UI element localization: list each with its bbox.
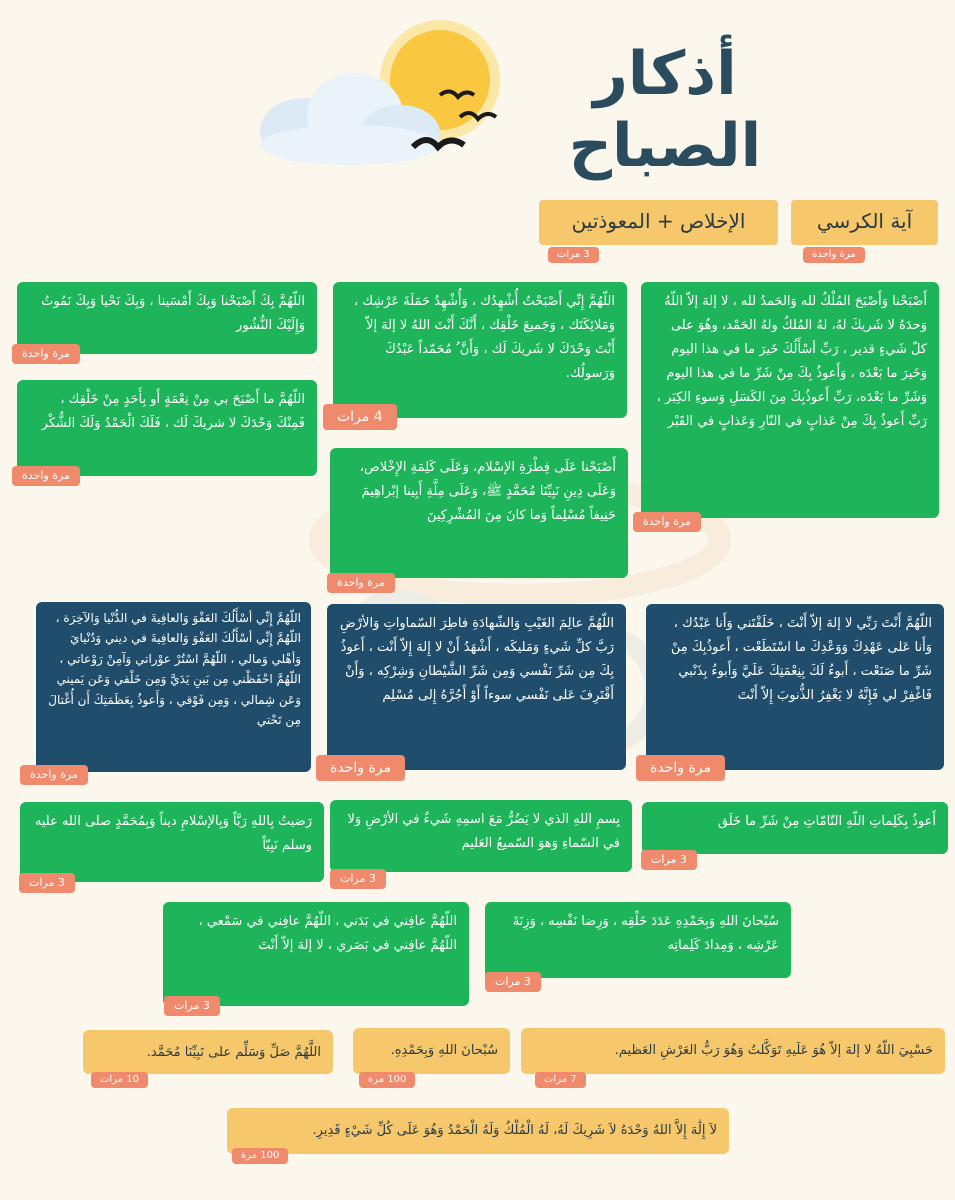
dhikr-card — [17, 380, 317, 476]
tab-ayat-al-kursi[interactable] — [791, 200, 938, 245]
dhikr-card — [83, 1030, 333, 1074]
dhikr-text: اللّهُمَّ إِنِّي أسْأَلُكَ العَفْوَ وَالعافِيةَ في الدُّنْيا وَالآخِرَة ، اللّهُمَّ إِنِّي أسْأَلُكَ العَفْوَ وَالعافِيةَ في ديني وَدُنْيايَ وَأهْلي وَمالي ، اللّهُمَّ اسْتُرْ عوْراتي وَآمِنْ رَوْعاتي ، اللّهُمَّ احْفَظْني مِن بَينِ يَدَيَّ وَمِن خَلْفي وَعَن يَميني وَعَن شِمالي ، وَمِن فَوْقي ، وَأَعوذُ بِعَظَمَتِكَ أَن أُغْتالَ مِن تَحْتي — [48, 611, 301, 727]
dhikr-card — [227, 1108, 729, 1154]
count-badge: 10 مرات — [91, 1072, 148, 1088]
dhikr-text: اللّهُمَّ أَنْتَ رَبِّي لا إلهَ إلاّ أَنْتَ ، خَلَقْتَني وَأَنا عَبْدُك ، وَأَنا عَلى عَهْدِكَ وَوَعْدِكَ ما اسْتَطَعْت ، أَعوذُبِكَ مِنْ شَرِّ ما صَنَعْت ، أَبوءُ لَكَ بِنِعْمَتِكَ عَلَيَّ وَأَبوءُ بِذَنْبي فَاغْفِرْ لي فَإِنَّهُ لا يَغْفِرُ الذُّنوبَ إِلاّ أَنْتَ — [670, 616, 932, 704]
count-badge: 3 مرات — [330, 869, 386, 889]
count-badge: مرة واحدة — [20, 765, 88, 785]
dhikr-card — [646, 604, 944, 770]
dhikr-card — [163, 902, 469, 1006]
count-badge: مرة واحدة — [636, 755, 725, 781]
dhikr-card — [333, 282, 627, 418]
dhikr-card — [330, 800, 632, 872]
dhikr-text: اللَّهُمَّ صَلِّ وَسَلِّم على نَبِيِّنَا مُحَمَّد. — [146, 1045, 321, 1060]
dhikr-card — [353, 1028, 510, 1074]
count-badge: مرة واحدة — [12, 466, 80, 486]
count-badge: مرة واحدة — [12, 344, 80, 364]
dhikr-text: اللّهُمَّ عالِمَ الغَيْبِ وَالشّهادَةِ فاطِرَ السّماواتِ وَالأرْضِ رَبَّ كلِّ شَيءٍ وَمَليكَه ، أَشْهَدُ أَنْ لا إِلهَ إِلاّ أَنْت ، أَعوذُ بِكَ مِن شَرِّ نَفْسي وَمِن شَرِّ الشَّيْطانِ وَشِرْكِه ، وَأَنْ أَقْتَرِفَ عَلى نَفْسي سوءاً أَوْ أَجُرَّهُ إِلى مُسْلِم — [340, 616, 614, 704]
count-badge: 7 مرات — [535, 1072, 586, 1088]
dhikr-text: لاَ إِلَٰهَ إِلاَّ اللهُ وَحْدَهُ لاَ شَرِيكَ لَهُ، لَهُ الْمُلْكُ وَلَهُ الْحَمْدُ وَهُوَ عَلَى كُلِّ شَيْءٍ قَدِيرِ. — [312, 1123, 717, 1138]
dhikr-card — [641, 282, 939, 518]
count-badge: 3 مرات — [164, 996, 220, 1016]
dhikr-card — [485, 902, 791, 978]
tab-label: آية الكرسي — [816, 209, 913, 233]
dhikr-text: اللّهُمَّ عافِني في بَدَني ، اللّهُمَّ عافِني في سَمْعي ، اللّهُمَّ عافِني في بَصَري ، لا إلهَ إلاّ أَنْتَ — [198, 914, 457, 954]
dhikr-card — [330, 448, 628, 578]
dhikr-text: حَسْبِيَ اللّهُ لا إلهَ إلاّ هُوَ عَلَيهِ تَوَكَّلتُ وَهُوَ رَبُّ العَرْشِ العَظيم. — [614, 1043, 933, 1058]
birds-icon — [405, 85, 505, 170]
dhikr-text: اللّهُمَّ بِكَ أَصْبَحْنا وَبِكَ أَمْسَينا ، وَبِكَ نَحْيا وَبِكَ نَمُوتُ وَإِلَيْكَ النُّشُور — [41, 294, 305, 334]
count-badge: 100 مرة — [359, 1072, 415, 1088]
dhikr-text: أَصْبَحْنا عَلَى فِطْرَةِ الإسْلام، وَعَلَى كَلِمَةِ الإِخْلاص، وَعَلَى دِينِ نَبِيِّنَا مُحَمَّدٍ ﷺ، وَعَلَى مِلَّةِ أَبِينا إبْراهِيمَ حَنِيفاً مُسْلِماً وَما كانَ مِنَ المُشْرِكِينَ — [359, 460, 616, 524]
tab-label: الإخلاص + المعوذتين — [571, 209, 746, 233]
dhikr-text: أَعوذُ بِكَلِماتِ اللّهِ التّامّاتِ مِنْ شَرِّ ما خَلَق — [717, 814, 936, 829]
count-badge: 4 مرات — [323, 404, 397, 430]
dhikr-text: سُبْحانَ اللهِ وَبِحَمْدِهِ عَدَدَ خَلْقِه ، وَرِضا نَفْسِه ، وَزِنَةَ عَرْشِه ، وَمِدادَ كَلِماتِه — [512, 914, 779, 954]
dhikr-card — [327, 604, 626, 770]
count-badge: 100 مرة — [232, 1148, 288, 1164]
count-badge: مرة واحدة — [803, 247, 865, 263]
dhikr-text: رَضيتُ بِاللهِ رَبَّاً وَبِالإسْلامِ ديناً وَبِمُحَمَّدٍ صلى الله عليه وسلم نَبِيّاً — [34, 814, 312, 854]
count-badge: مرة واحدة — [316, 755, 405, 781]
dhikr-text: أَصْبَحْنا وَأَصْبَحَ المُلْكُ لله وَالحَمدُ لله ، لا إلهَ إلاّ اللّهُ وَحدَهُ لا شَريكَ لهُ، لهُ المُلكُ ولهُ الحَمْد، وهُوَ على كلّ شَيءٍ قدير ، رَبِّ أسْأَلُكَ خَيرَ ما في هذا اليوم وَخَيرَ ما بَعْدَه ، وَأَعوذُ بِكَ مِنْ شَرِّ ما في هذا اليوم وَشَرِّ ما بَعْدَه، رَبِّ أَعوذُبِكَ مِنَ الكَسَلِ وَسوءِ الكِبَر ، رَبِّ أَعوذُ بِكَ مِنْ عَذابٍ في النّارِ وَعَذابٍ في القَبْر — [656, 294, 927, 430]
tab-ikhlas-muawwidhatayn[interactable] — [539, 200, 778, 245]
count-badge: 3 مرات — [548, 247, 599, 263]
dhikr-text: اللّهُمَّ إِنِّي أَصْبَحْتُ أُشْهِدُك ، وَأُشْهِدُ حَمَلَةَ عَرْشِك ، وَمَلائِكَتَك ، وَجَميعَ خَلْقِك ، أَنَّكَ أَنْتَ اللهُ لا إلهَ إلاّ أَنْتَ وَحْدَكَ لا شَريكَ لَك ، وَأَنَّ ُ مُحَمّداً عَبْدُكَ وَرَسولُك. — [353, 294, 615, 382]
dhikr-text: سُبْحانَ اللهِ وَبِحَمْدِهِ. — [390, 1043, 498, 1058]
page-title: أذكار الصباح — [568, 39, 762, 181]
dhikr-text: بِسمِ اللهِ الذي لا يَضُرُّ مَعَ اسمِهِ شَيءٌ في الأرْضِ وَلا في السّماءِ وَهوَ السّميعُ العَليم — [347, 812, 620, 852]
count-badge: مرة واحدة — [327, 573, 395, 593]
count-badge: مرة واحدة — [633, 512, 701, 532]
dhikr-card — [521, 1028, 945, 1074]
count-badge: 3 مرات — [641, 850, 697, 870]
dhikr-card — [20, 802, 324, 882]
count-badge: 3 مرات — [19, 873, 75, 893]
dhikr-card — [642, 802, 948, 854]
dhikr-card — [36, 602, 311, 772]
count-badge: 3 مرات — [485, 972, 541, 992]
dhikr-text: اللّهُمَّ ما أَصْبَحَ بي مِنْ نِعْمَةٍ أَو بِأَحَدٍ مِنْ خَلْقِك ، فَمِنْكَ وَحْدَكَ لا شريكَ لَك ، فَلَكَ الْحَمْدُ وَلَكَ الشُّكْر — [41, 392, 305, 432]
